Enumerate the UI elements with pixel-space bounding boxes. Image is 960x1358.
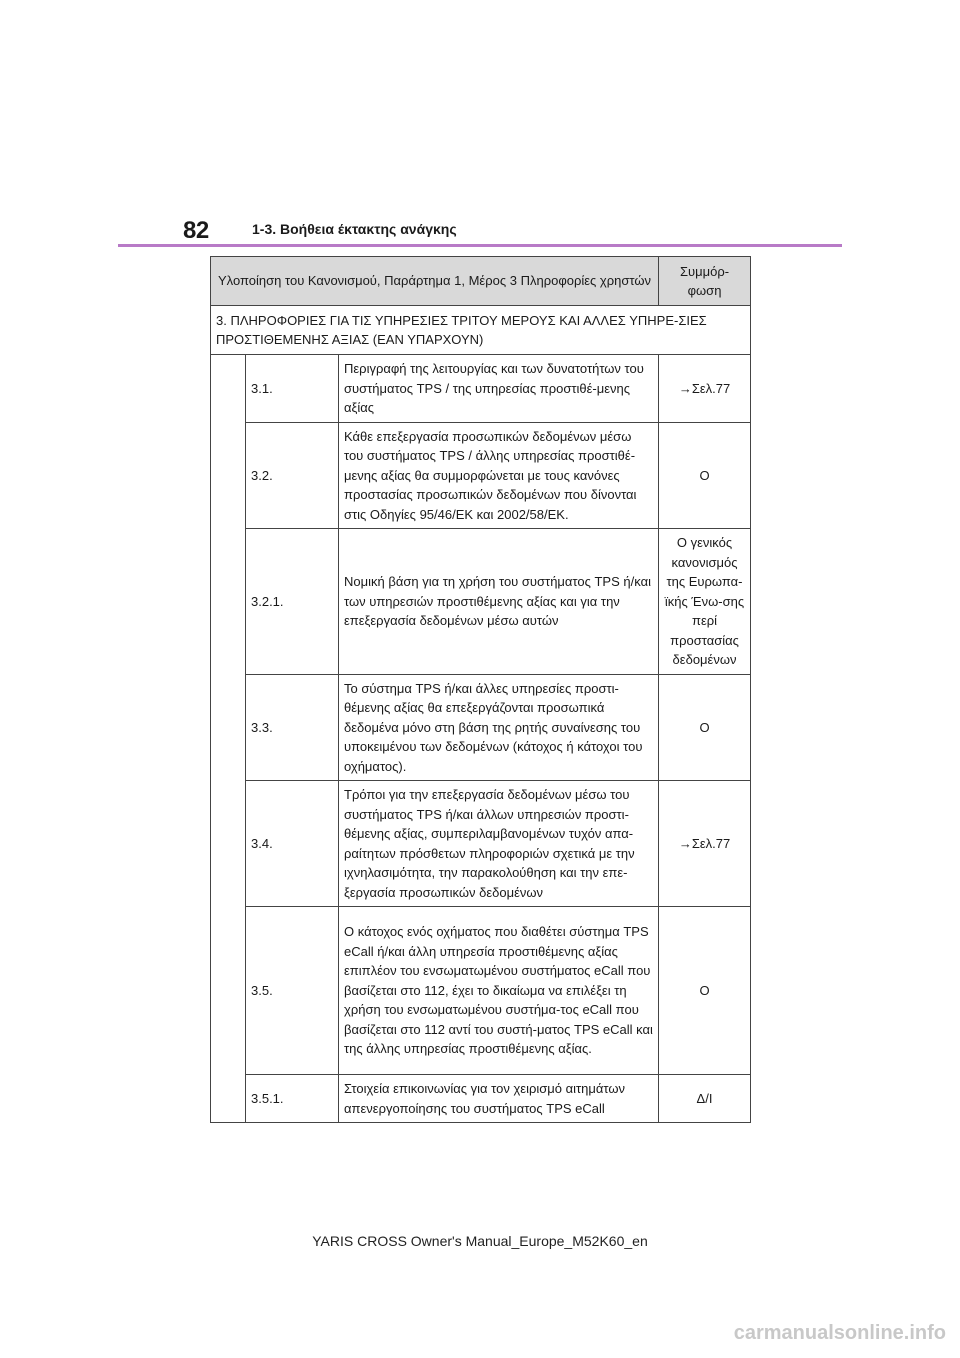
indent-cell xyxy=(211,355,246,1123)
item-conformity: O xyxy=(659,422,751,529)
header-rule xyxy=(118,244,842,247)
item-conformity: →Σελ.77 xyxy=(659,781,751,907)
manual-footer: YARIS CROSS Owner's Manual_Europe_M52K60_en xyxy=(312,1233,648,1249)
table-row xyxy=(211,781,751,907)
page-number: 82 xyxy=(183,217,209,244)
item-description: Ο κάτοχος ενός οχήματος που διαθέτει σύστημα TPS eCall ή/και άλλη υπηρεσία προστιθέμενης αξίας επιπλέον του ενσωματωμένου συστήματος eCall που βασίζεται στο 112, έχει το δικαίωμα να επιλέξει τη χρήση του ενσωματωμένου συστήμα-τος eCall που βασίζεται στο 112 αντί του συστή-ματος TPS eCall και της άλλης υπηρεσίας προστιθέμενης αξίας. xyxy=(339,907,659,1075)
table-row xyxy=(211,674,751,781)
item-conformity: O xyxy=(659,907,751,1075)
item-description: Το σύστημα TPS ή/και άλλες υπηρεσίες προστι-θέμενης αξίας θα επεξεργάζονται προσωπικά δεδομένα μόνο στη βάση της ρητής συναίνεσης του υποκειμένου των δεδομένων (κάτοχος ή κάτοχοι του οχήματος). xyxy=(339,674,659,781)
table-row xyxy=(211,355,751,423)
item-number: 3.2.1. xyxy=(246,529,339,675)
item-number: 3.5. xyxy=(246,907,339,1075)
item-conformity: Ο γενικός κανονισμός της Ευρωπα-ϊκής Ένω-σης περί προστασίας δεδομένων xyxy=(659,529,751,675)
section-title: 1-3. Βοήθεια έκτακτης ανάγκης xyxy=(252,221,457,237)
item-description: Στοιχεία επικοινωνίας για τον χειρισμό αιτημάτων απενεργοποίησης του συστήματος TPS eCall xyxy=(339,1075,659,1123)
item-number: 3.3. xyxy=(246,674,339,781)
item-conformity: →Σελ.77 xyxy=(659,355,751,423)
item-description: Νομική βάση για τη χρήση του συστήματος TPS ή/και των υπηρεσιών προστιθέμενης αξίας και για την επεξεργασία δεδομένων μέσω αυτών xyxy=(339,529,659,675)
item-number: 3.1. xyxy=(246,355,339,423)
table-row xyxy=(211,529,751,675)
item-description: Τρόποι για την επεξεργασία δεδομένων μέσω του συστήματος TPS ή/και άλλων υπηρεσιών προστι-θέμενης αξίας, συμπεριλαμβανομένων τυχόν απα-ραίτητων πρόσθετων πληροφοριών σχετικά με την ιχνηλασιμότητα, την παρακολούθηση και την επε-ξεργασία προσωπικών δεδομένων xyxy=(339,781,659,907)
item-description: Κάθε επεξεργασία προσωπικών δεδομένων μέσω του συστήματος TPS / άλλης υπηρεσίας προστιθέ-μενης αξίας θα συμμορφώνεται με τους κανόνες προστασίας προσωπικών δεδομένων που δίνονται στις Οδηγίες 95/46/ΕΚ και 2002/58/ΕΚ. xyxy=(339,422,659,529)
item-conformity: O xyxy=(659,674,751,781)
section-heading: 3. ΠΛΗΡΟΦΟΡΙΕΣ ΓΙΑ ΤΙΣ ΥΠΗΡΕΣΙΕΣ ΤΡΙΤΟΥ ΜΕΡΟΥΣ ΚΑΙ ΑΛΛΕΣ ΥΠΗΡΕ-ΣΙΕΣ ΠΡΟΣΤΙΘΕΜΕΝΗΣ ΑΞΙΑΣ (ΕΑΝ ΥΠΑΡΧΟΥΝ) xyxy=(211,306,751,355)
table-row xyxy=(211,907,751,1075)
item-number: 3.5.1. xyxy=(246,1075,339,1123)
item-number: 3.4. xyxy=(246,781,339,907)
item-conformity: Δ/Ι xyxy=(659,1075,751,1123)
column-header-conformity: Συμμόρ-φωση xyxy=(659,257,751,306)
user-information-table xyxy=(210,256,751,1123)
table-row xyxy=(211,1075,751,1123)
item-number: 3.2. xyxy=(246,422,339,529)
table-header-row xyxy=(211,257,751,306)
item-description: Περιγραφή της λειτουργίας και των δυνατοτήτων του συστήματος TPS / της υπηρεσίας προστιθέ-μενης αξίας xyxy=(339,355,659,423)
column-header-main: Υλοποίηση του Κανονισμού, Παράρτημα 1, Μέρος 3 Πληροφορίες χρηστών xyxy=(211,257,659,306)
watermark-logo: carmanualsonline.info xyxy=(733,1322,946,1344)
table-row xyxy=(211,422,751,529)
section-row xyxy=(211,306,751,355)
